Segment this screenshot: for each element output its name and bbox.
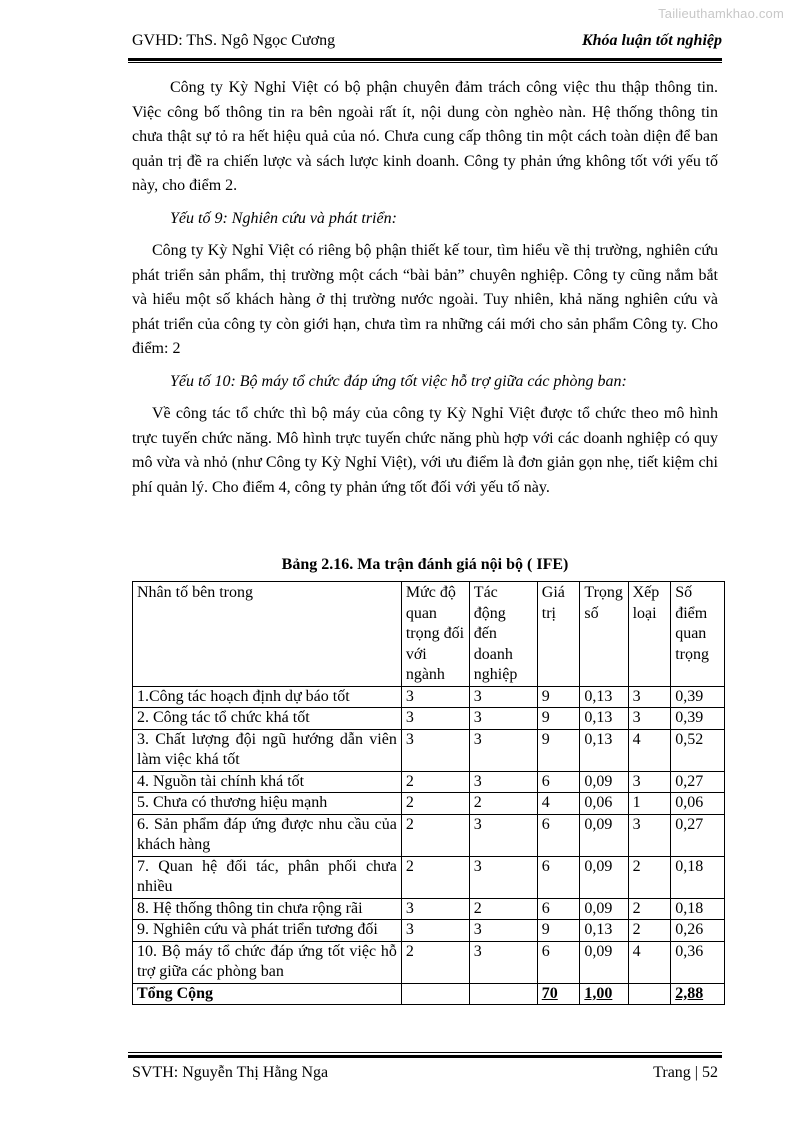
value-cell: 3 [469, 814, 537, 856]
footer-student: SVTH: Nguyễn Thị Hằng Nga [132, 1064, 329, 1081]
total-value-cell [580, 983, 628, 1005]
value-cell: 9 [537, 708, 580, 730]
value-cell: 3 [469, 771, 537, 793]
total-label-cell [133, 983, 402, 1005]
table-row [133, 941, 725, 983]
value-cell: 0,09 [580, 771, 628, 793]
total-value-cell [469, 983, 537, 1005]
value-cell: 0,27 [671, 771, 725, 793]
value-cell: 2 [401, 793, 469, 815]
value-cell: 0,09 [580, 814, 628, 856]
value-cell: 2 [401, 771, 469, 793]
value-cell: 4 [628, 729, 671, 771]
value-cell: 2 [401, 856, 469, 898]
value-cell: 0,39 [671, 686, 725, 708]
header-cell: Nhân tố bên trong [133, 582, 402, 687]
ife-matrix-table [132, 581, 725, 1005]
table-row [133, 856, 725, 898]
footer-rule [128, 1055, 722, 1058]
value-cell: 3 [401, 898, 469, 920]
total-value-cell [628, 983, 671, 1005]
table-caption: Bảng 2.16. Ma trận đánh giá nội bộ ( IFE) [281, 556, 569, 573]
table-row [133, 729, 725, 771]
paragraph-information-system: Công ty Kỳ Nghỉ Việt có bộ phận chuyên đảm trách công việc thu thập thông tin. Việc công bố thông tin ra bên ngoài rất ít, nội dung còn nghèo nàn. Hệ thống thông tin chưa thật sự tỏ ra hết hiệu quả của nó. Chưa cung cấp thông tin một cách toàn diện để ban quản trị đề ra chiến lược và sách lược kinh doanh. Công ty phản ứng không tốt với yếu tố này, cho điểm 2. [132, 79, 718, 194]
total-value: 2,88 [675, 984, 704, 1002]
value-cell: 0,09 [580, 898, 628, 920]
factor-name-cell: 10. Bộ máy tổ chức đáp ứng tốt việc hỗ trợ giữa các phòng ban [133, 941, 402, 983]
value-cell: 3 [628, 814, 671, 856]
page-number: Trang | 52 [653, 1064, 718, 1081]
value-cell: 0,18 [671, 898, 725, 920]
factor-name-cell: 5. Chưa có thương hiệu mạnh [133, 793, 402, 815]
footer-rule-thin [128, 1052, 722, 1053]
value-cell: 6 [537, 856, 580, 898]
factor-name-cell: 7. Quan hệ đối tác, phân phối chưa nhiều [133, 856, 402, 898]
value-cell: 3 [628, 771, 671, 793]
factor-name-cell: 3. Chất lượng đội ngũ hướng dẫn viên làm việc khá tốt [133, 729, 402, 771]
paragraph-organization: Về công tác tổ chức thì bộ máy của công ty Kỳ Nghỉ Việt được tổ chức theo mô hình trực tuyến chức năng. Mô hình trực tuyến chức năng phù hợp với các doanh nghiệp có quy mô vừa và nhỏ (như Công ty Kỳ Nghỉ Việt), với ưu điểm là đơn giản gọn nhẹ, tiết kiệm chi phí quản lý. Cho điểm 4, công ty phản ứng tốt đối với yếu tố này. [132, 405, 718, 496]
value-cell: 2 [401, 941, 469, 983]
heading-factor-9: Yếu tố 9: Nghiên cứu và phát triển: [170, 209, 397, 227]
value-cell: 3 [469, 708, 537, 730]
total-value: 70 [541, 984, 558, 1002]
factor-name-cell: 1.Công tác hoạch định dự báo tốt [133, 686, 402, 708]
table-row [133, 686, 725, 708]
value-cell: 9 [537, 920, 580, 942]
value-cell: 0,13 [580, 686, 628, 708]
table-row [133, 814, 725, 856]
value-cell: 0,18 [671, 856, 725, 898]
factor-name-cell: 6. Sản phẩm đáp ứng được nhu cầu của khách hàng [133, 814, 402, 856]
value-cell: 4 [537, 793, 580, 815]
value-cell: 6 [537, 771, 580, 793]
watermark: Tailieuthamkhao.com [658, 6, 784, 21]
total-value: 1,00 [584, 984, 613, 1002]
heading-factor-10: Yếu tố 10: Bộ máy tổ chức đáp ứng tốt việc hỗ trợ giữa các phòng ban: [170, 372, 627, 390]
table-row [133, 771, 725, 793]
value-cell: 0,27 [671, 814, 725, 856]
value-cell: 0,13 [580, 708, 628, 730]
header-rule-thin [128, 62, 722, 63]
value-cell: 2 [628, 920, 671, 942]
total-value-cell [671, 983, 725, 1005]
value-cell: 1 [628, 793, 671, 815]
value-cell: 0,13 [580, 729, 628, 771]
value-cell: 0,09 [580, 941, 628, 983]
value-cell: 3 [628, 686, 671, 708]
value-cell: 0,36 [671, 941, 725, 983]
value-cell: 3 [401, 729, 469, 771]
value-cell: 2 [469, 898, 537, 920]
header-cell: Xếp loại [628, 582, 671, 687]
value-cell: 0,26 [671, 920, 725, 942]
factor-name-cell: 8. Hệ thống thông tin chưa rộng rãi [133, 898, 402, 920]
value-cell: 9 [537, 729, 580, 771]
table-row [133, 920, 725, 942]
value-cell: 3 [469, 856, 537, 898]
value-cell: 0,39 [671, 708, 725, 730]
value-cell: 3 [469, 941, 537, 983]
value-cell: 0,06 [580, 793, 628, 815]
value-cell: 0,09 [580, 856, 628, 898]
header-cell: Tác động đến doanh nghiệp [469, 582, 537, 687]
value-cell: 3 [401, 708, 469, 730]
header-cell: Giá trị [537, 582, 580, 687]
total-label: Tổng Cộng [137, 984, 214, 1002]
header-advisor: GVHD: ThS. Ngô Ngọc Cương [132, 32, 336, 49]
value-cell: 2 [628, 856, 671, 898]
header-cell: Mức độ quan trọng đối với ngành [401, 582, 469, 687]
total-value-cell [537, 983, 580, 1005]
factor-name-cell: 4. Nguồn tài chính khá tốt [133, 771, 402, 793]
header-rule [128, 58, 722, 61]
value-cell: 0,06 [671, 793, 725, 815]
value-cell: 2 [401, 814, 469, 856]
header-thesis-title: Khóa luận tốt nghiệp [581, 32, 722, 49]
value-cell: 3 [469, 920, 537, 942]
factor-name-cell: 2. Công tác tổ chức khá tốt [133, 708, 402, 730]
table-header-row [133, 582, 725, 687]
value-cell: 9 [537, 686, 580, 708]
table-row [133, 793, 725, 815]
body-text [132, 76, 718, 508]
value-cell: 4 [628, 941, 671, 983]
value-cell: 3 [628, 708, 671, 730]
value-cell: 2 [469, 793, 537, 815]
value-cell: 6 [537, 898, 580, 920]
header-cell: Số điểm quan trọng [671, 582, 725, 687]
factor-name-cell: 9. Nghiên cứu và phát triển tương đối [133, 920, 402, 942]
value-cell: 6 [537, 941, 580, 983]
value-cell: 3 [469, 686, 537, 708]
paragraph-research: Công ty Kỳ Nghỉ Việt có riêng bộ phận thiết kế tour, tìm hiểu về thị trường, nghiên cứu phát triển sản phẩm, thị trường một cách “bài bản” chuyên nghiệp. Công ty cũng nắm bắt và hiểu một số khách hàng ở thị trường nước ngoài. Tuy nhiên, khả năng nghiên cứu và phát triển của công ty còn giới hạn, chưa tìm ra những cái mới cho sản phẩm Công ty. Cho điểm: 2 [132, 242, 718, 357]
value-cell: 6 [537, 814, 580, 856]
total-value-cell [401, 983, 469, 1005]
value-cell: 3 [401, 920, 469, 942]
page-header [128, 28, 722, 54]
table-total-row [133, 983, 725, 1005]
table-row [133, 708, 725, 730]
value-cell: 3 [401, 686, 469, 708]
header-cell: Trọng số [580, 582, 628, 687]
table-row [133, 898, 725, 920]
value-cell: 3 [469, 729, 537, 771]
value-cell: 0,52 [671, 729, 725, 771]
value-cell: 2 [628, 898, 671, 920]
value-cell: 0,13 [580, 920, 628, 942]
